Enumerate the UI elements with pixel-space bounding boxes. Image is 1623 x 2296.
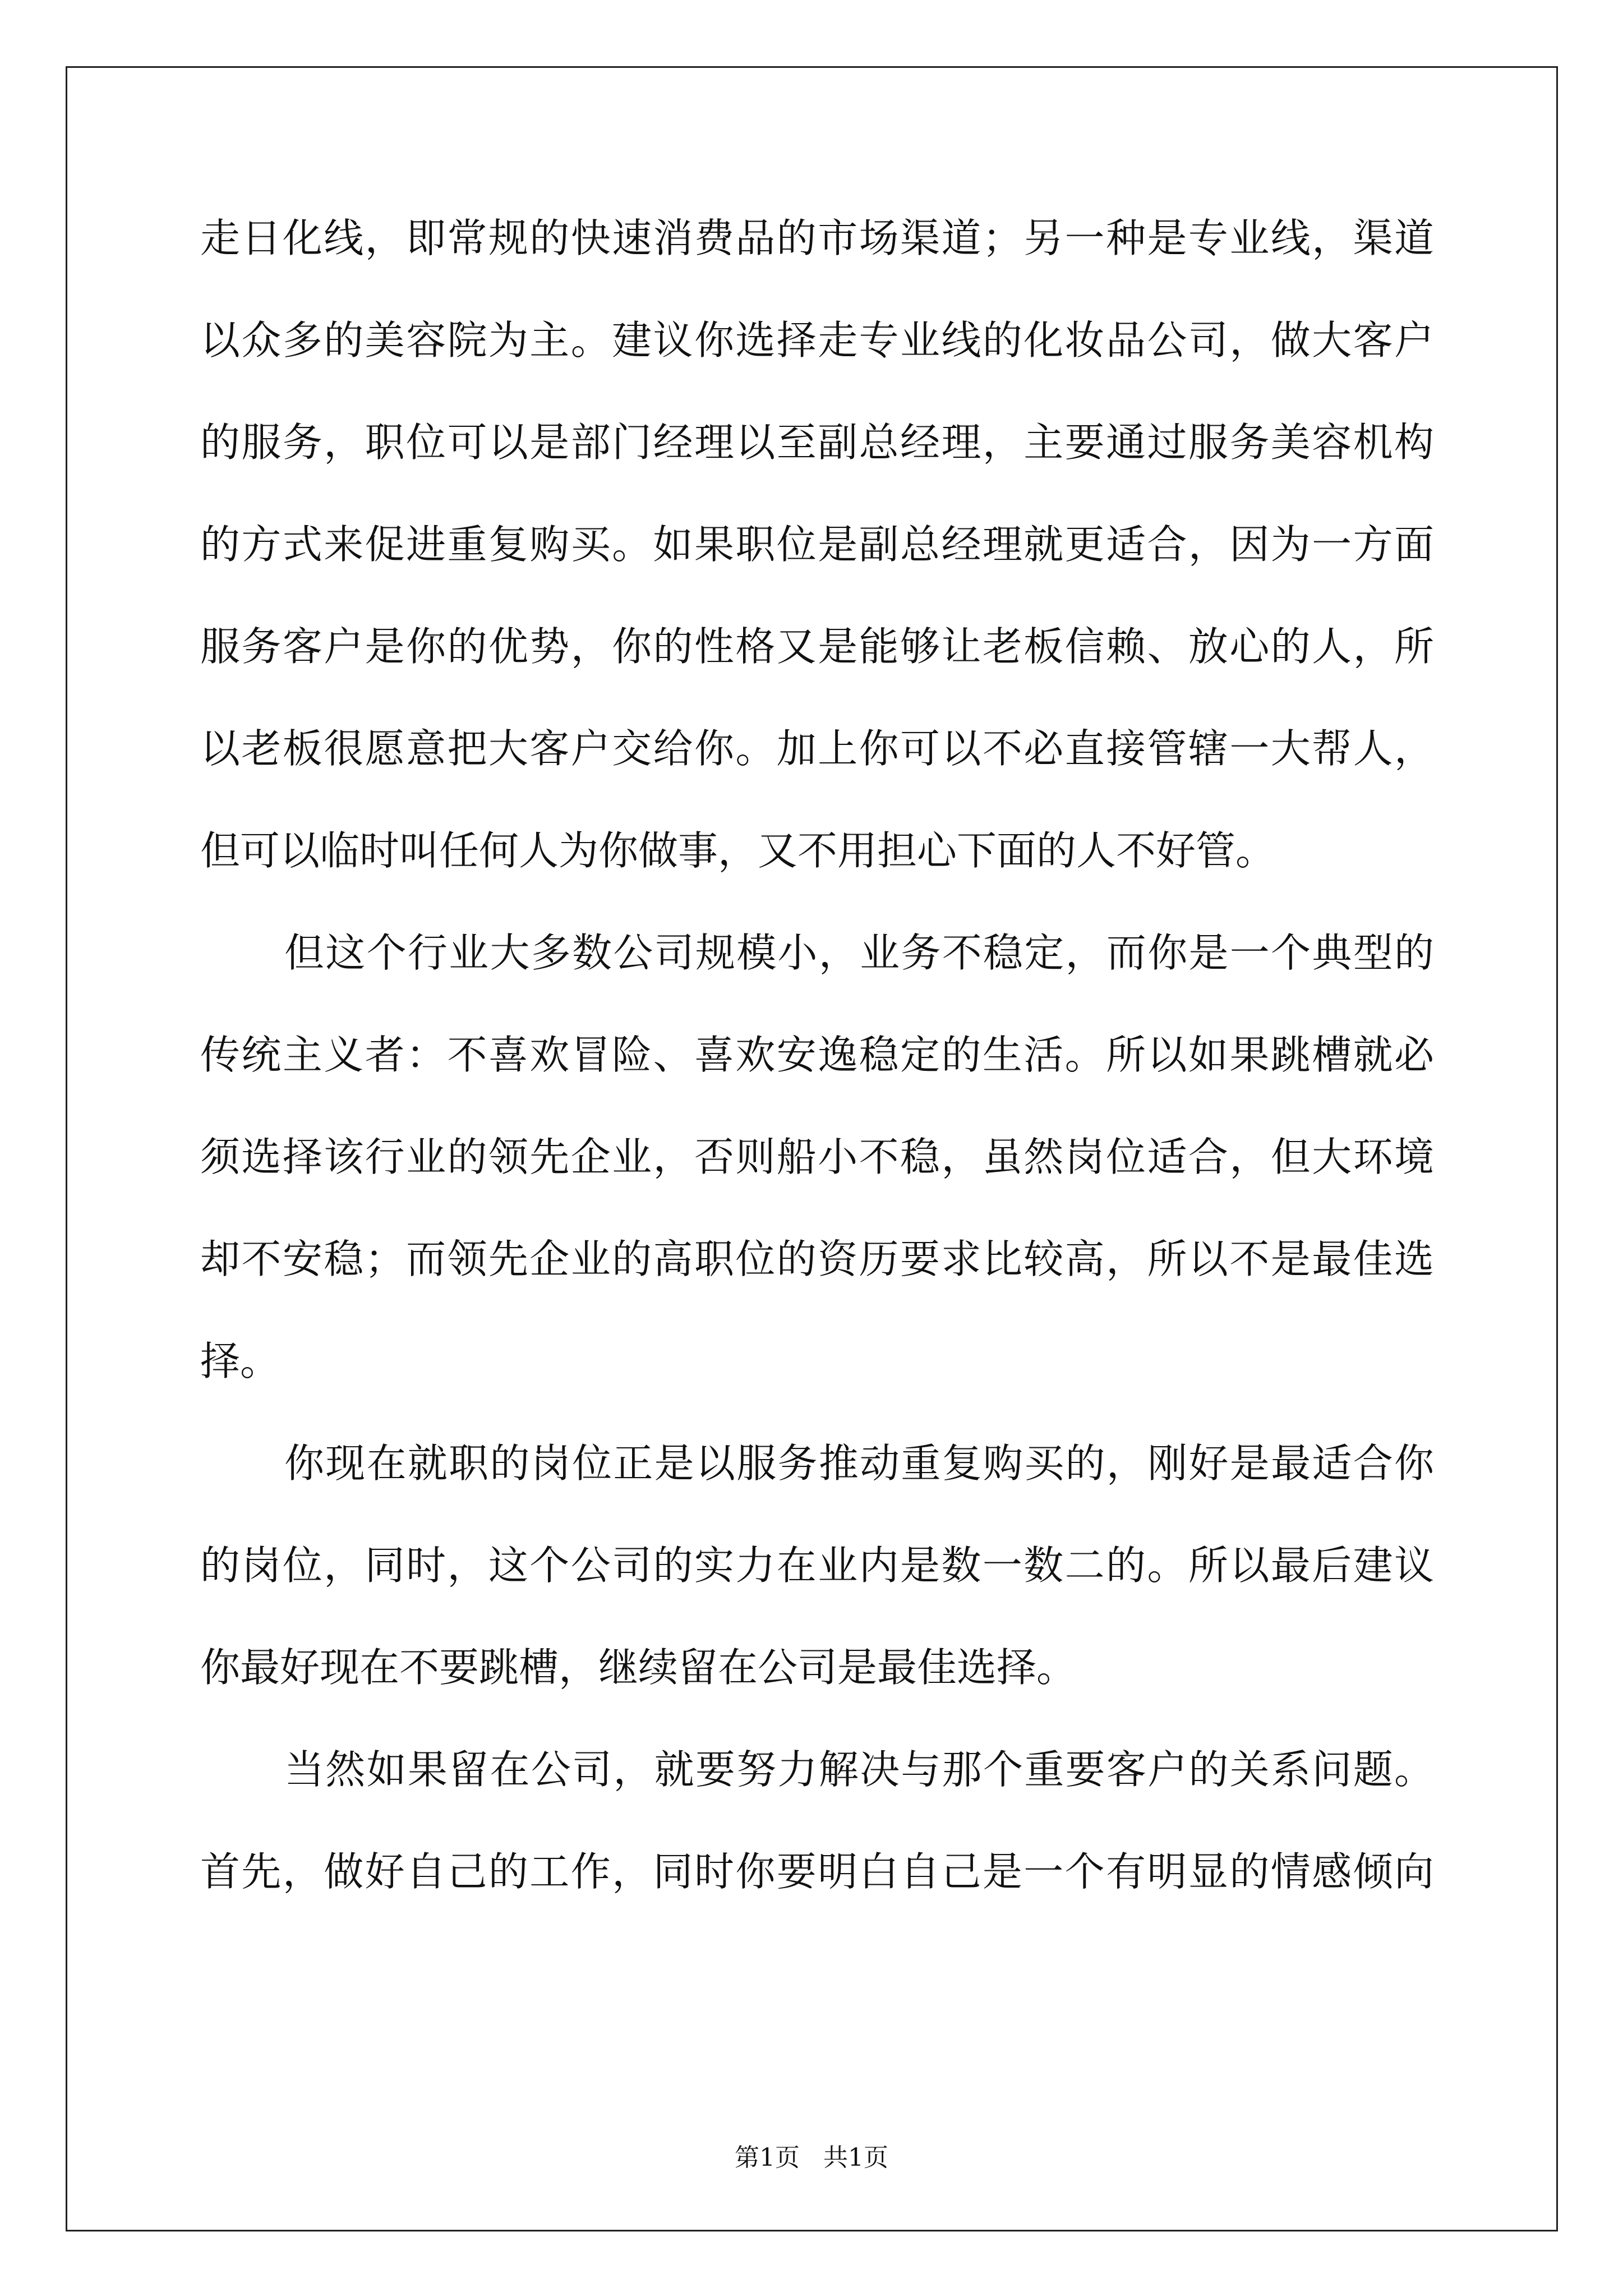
paragraph-3 <box>200 1435 1434 1742</box>
paragraph-1 <box>200 210 1434 925</box>
text-line: 须选择该行业的领先企业，否则船小不稳，虽然岗位适合，但大环境 <box>200 1134 1434 1180</box>
text-line: 你现在就职的岗位正是以服务推动重复购买的，刚好是最适合你 <box>284 1440 1434 1487</box>
text-line: 但可以临时叫任何人为你做事，又不用担心下面的人不好管。 <box>200 827 1276 874</box>
text-line: 当然如果留在公司，就要努力解决与那个重要客户的关系问题。 <box>284 1746 1434 1793</box>
text-line: 却不安稳；而领先企业的高职位的资历要求比较高，所以不是最佳选 <box>200 1236 1434 1282</box>
text-line: 的方式来促进重复购买。如果职位是副总经理就更适合，因为一方面 <box>200 521 1434 568</box>
text-line: 传统主义者：不喜欢冒险、喜欢安逸稳定的生活。所以如果跳槽就必 <box>200 1032 1434 1078</box>
paragraph-2 <box>200 925 1434 1435</box>
text-line: 以众多的美容院为主。建议你选择走专业线的化妆品公司，做大客户 <box>200 317 1434 364</box>
paragraph-4 <box>200 1742 1434 1946</box>
text-line: 择。 <box>200 1338 280 1384</box>
text-line: 首先，做好自己的工作，同时你要明白自己是一个有明显的情感倾向 <box>200 1848 1434 1895</box>
text-line: 走日化线，即常规的快速消费品的市场渠道；另一种是专业线，渠道 <box>200 215 1434 261</box>
page-number: 第1页 <box>735 2143 800 2172</box>
total-pages: 共1页 <box>823 2143 888 2172</box>
text-line: 的服务，职位可以是部门经理以至副总经理，主要通过服务美容机构 <box>200 419 1434 466</box>
text-line: 你最好现在不要跳槽，继续留在公司是最佳选择。 <box>200 1644 1077 1691</box>
page-footer <box>0 2137 1623 2173</box>
text-line: 以老板很愿意把大客户交给你。加上你可以不必直接管辖一大帮人， <box>200 725 1434 772</box>
text-line: 服务客户是你的优势，你的性格又是能够让老板信赖、放心的人，所 <box>200 623 1434 670</box>
document-body <box>200 210 1434 1946</box>
text-line: 但这个行业大多数公司规模小，业务不稳定，而你是一个典型的 <box>284 930 1434 976</box>
text-line: 的岗位，同时，这个公司的实力在业内是数一数二的。所以最后建议 <box>200 1542 1434 1589</box>
footer-spacer <box>800 2143 823 2172</box>
